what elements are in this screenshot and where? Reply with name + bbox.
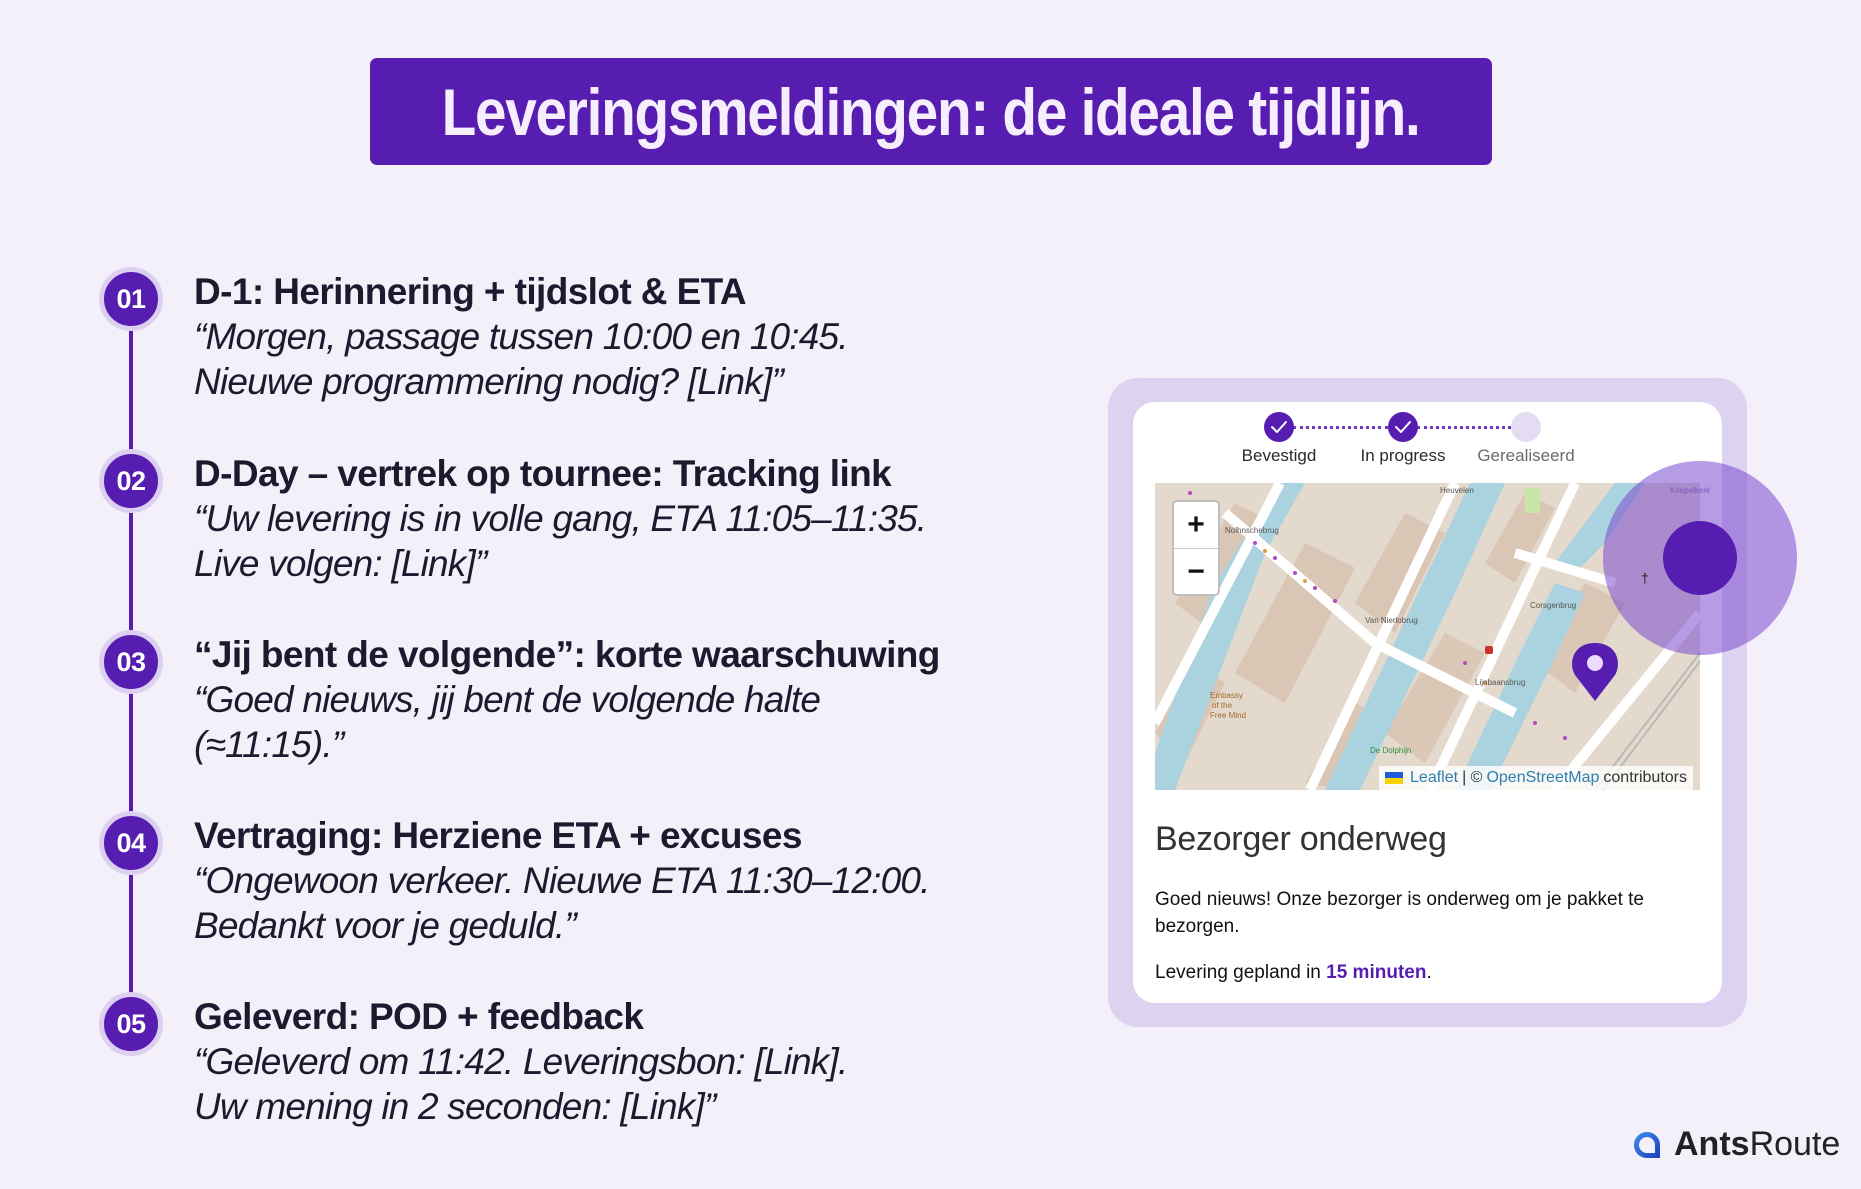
step-in-progress-check-icon <box>1388 412 1418 442</box>
tracking-card-message: Goed nieuws! Onze bezorger is onderweg om je pakket te bezorgen. <box>1155 889 1644 937</box>
svg-text:Lijnbaansbrug: Lijnbaansbrug <box>1475 678 1526 687</box>
logo-text-bold: Ants <box>1674 1125 1750 1163</box>
timeline-heading: D-1: Herinnering + tijdslot & ETA <box>194 271 747 312</box>
timeline-item-text <box>194 270 848 404</box>
map-zoom-out-button[interactable]: − <box>1174 548 1218 594</box>
step-connector <box>1293 426 1388 429</box>
page-title: Leveringsmeldingen: de ideale tijdlijn. <box>442 74 1420 149</box>
delivery-progress-stepper <box>1133 402 1722 482</box>
attribution-suffix: contributors <box>1603 769 1687 786</box>
timeline-quote-line: Uw mening in 2 seconden: [Link]” <box>194 1086 716 1127</box>
step-label: In progress <box>1360 446 1446 465</box>
tracking-card-title: Bezorger onderweg <box>1155 820 1447 858</box>
svg-text:†: † <box>1641 570 1649 586</box>
attribution-separator: | © <box>1462 769 1483 786</box>
timeline-item-text <box>194 814 930 948</box>
svg-text:of the: of the <box>1212 701 1233 710</box>
step-gerealiseerd-empty-circle-icon <box>1511 412 1541 442</box>
svg-text:De Dolphijn: De Dolphijn <box>1370 746 1412 755</box>
timeline-quote-line: “Morgen, passage tussen 10:00 en 10:45. <box>194 316 848 357</box>
eta-value: 15 minuten <box>1326 962 1427 983</box>
svg-text:Nolhnschebrug: Nolhnschebrug <box>1225 526 1279 535</box>
timeline-heading: Geleverd: POD + feedback <box>194 996 644 1037</box>
timeline-quote-line: (≈11:15).” <box>194 724 344 765</box>
step-number-badge: 05 <box>99 992 163 1056</box>
step-connector <box>1417 426 1511 429</box>
svg-text:Corsgenbrug: Corsgenbrug <box>1530 601 1577 610</box>
antsroute-logo-icon <box>1632 1130 1662 1160</box>
timeline-quote-line: “Goed nieuws, jij bent de volgende halte <box>194 679 821 720</box>
leaflet-link[interactable]: Leaflet <box>1410 769 1459 786</box>
svg-text:Embassy: Embassy <box>1210 691 1243 700</box>
openstreetmap-link[interactable]: OpenStreetMap <box>1486 769 1600 786</box>
step-label: Bevestigd <box>1241 446 1317 465</box>
step-number-badge: 02 <box>99 449 163 513</box>
timeline-quote-line: “Ongewoon verkeer. Nieuwe ETA 11:30–12:00. <box>194 860 930 901</box>
timeline-item-text <box>194 995 847 1129</box>
timeline-quote-line: “Uw levering is in volle gang, ETA 11:05–11:35. <box>194 498 927 539</box>
step-bevestigd-check-icon <box>1264 412 1294 442</box>
map-tiles <box>1155 483 1700 790</box>
svg-text:Heuvelen: Heuvelen <box>1440 486 1474 495</box>
tracking-card <box>1133 402 1722 1003</box>
step-number-badge: 03 <box>99 630 163 694</box>
delivery-eta <box>1155 962 1432 984</box>
eta-suffix: . <box>1426 962 1432 983</box>
map-zoom-control <box>1172 500 1220 596</box>
logo-text-regular: Route <box>1749 1125 1841 1163</box>
map-zoom-in-button[interactable]: + <box>1187 508 1205 541</box>
antsroute-logo <box>1632 1125 1840 1164</box>
timeline-quote-line: Nieuwe programmering nodig? [Link]” <box>194 361 783 402</box>
timeline-quote-line: Bedankt voor je geduld.” <box>194 905 576 946</box>
timeline-heading: “Jij bent de volgende”: korte waarschuwing <box>194 634 940 675</box>
timeline-quote-line: “Geleverd om 11:42. Leveringsbon: [Link]. <box>194 1041 848 1082</box>
tracking-card-frame <box>1108 378 1747 1027</box>
timeline-heading: Vertraging: Herziene ETA + excuses <box>194 815 802 856</box>
timeline-item-text <box>194 633 940 767</box>
eta-prefix: Levering gepland in <box>1155 962 1327 983</box>
timeline-heading: D-Day – vertrek op tournee: Tracking link <box>194 453 892 494</box>
svg-text:Van Nierlobrug: Van Nierlobrug <box>1365 616 1418 625</box>
map-attribution <box>1379 766 1693 790</box>
antsroute-wordmark <box>1674 1125 1840 1164</box>
ukraine-flag-icon <box>1385 772 1403 784</box>
step-number-badge: 04 <box>99 811 163 875</box>
tracking-map[interactable] <box>1155 483 1700 790</box>
svg-text:Free Mind: Free Mind <box>1210 711 1247 720</box>
timeline-quote-line: Live volgen: [Link]” <box>194 543 487 584</box>
step-label: Gerealiseerd <box>1477 446 1575 465</box>
step-number-badge: 01 <box>99 267 163 331</box>
timeline-item-text <box>194 452 926 586</box>
